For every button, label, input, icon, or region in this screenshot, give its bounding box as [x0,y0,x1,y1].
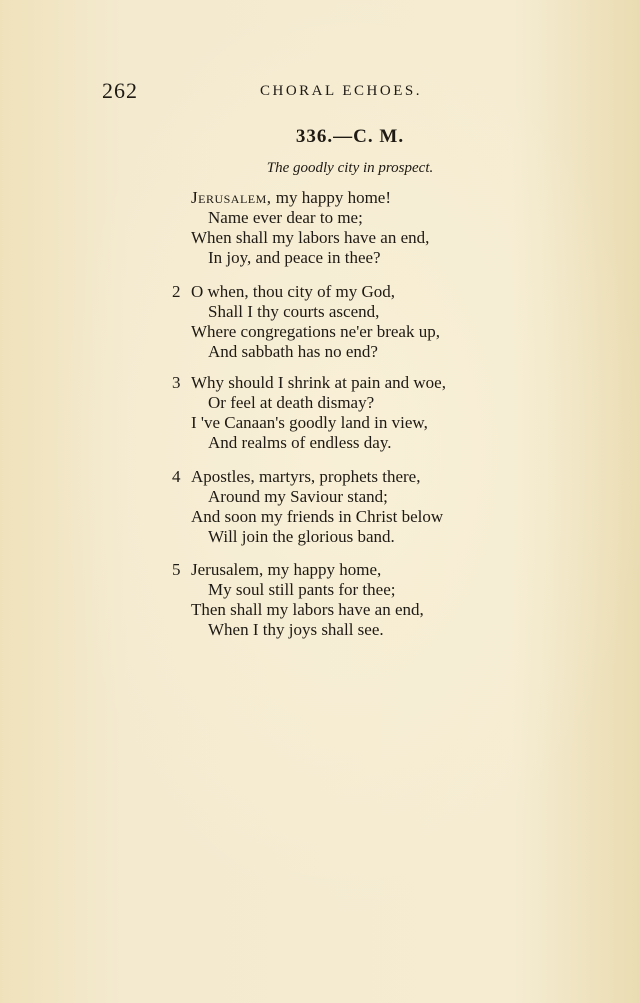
stanza-line: I 've Canaan's goodly land in view, [191,413,428,432]
stanza-line: In joy, and peace in thee? [208,248,381,267]
stanza-line: And soon my friends in Christ below [191,507,444,526]
stanza-2 [170,282,550,362]
stanza-line: My soul still pants for thee; [208,580,396,599]
stanza-line: And realms of endless day. [208,433,392,452]
page-number: 262 [102,78,138,103]
stanza-line: And sabbath has no end? [208,342,378,361]
stanza-line: When shall my labors have an end, [191,228,430,247]
stanza-number: 2 [172,282,181,301]
hymn-subtitle: The goodly city in prospect. [266,160,434,176]
stanza-number: 4 [172,467,181,486]
stanza-line [170,188,550,208]
stanza-line: Will join the glorious band. [208,527,395,546]
stanza-number: 5 [172,560,181,579]
stanza-5 [170,560,550,640]
running-head [0,78,640,108]
stanza-line: 2 O when, thou city of my God, [172,282,395,301]
stanza-line: 4 Apostles, martyrs, prophets there, [172,467,421,486]
stanza-4 [170,467,550,547]
stanza-line: Name ever dear to me; [208,208,363,227]
stanza-number: 3 [172,373,181,392]
stanza-line: Shall I thy courts ascend, [208,302,380,321]
stanza-1 [170,188,550,268]
hymn-number-meter: 336.—C. M. [295,126,405,147]
book-title: CHORAL ECHOES. [260,83,422,99]
stanza-line: 5 Jerusalem, my happy home, [172,560,382,579]
first-line-rest: my happy home! [271,188,391,207]
stanza-line: Around my Saviour stand; [208,487,388,506]
stanza-line: When I thy joys shall see. [208,620,384,639]
stanza-line: 3 Why should I shrink at pain and woe, [172,373,446,392]
stanza-line: Or feel at death dismay? [208,393,375,412]
first-word: Jerusalem, [191,188,272,207]
stanza-line: Where congregations ne'er break up, [191,322,440,341]
stanza-line: Then shall my labors have an end, [191,600,424,619]
stanza-3 [170,373,550,453]
